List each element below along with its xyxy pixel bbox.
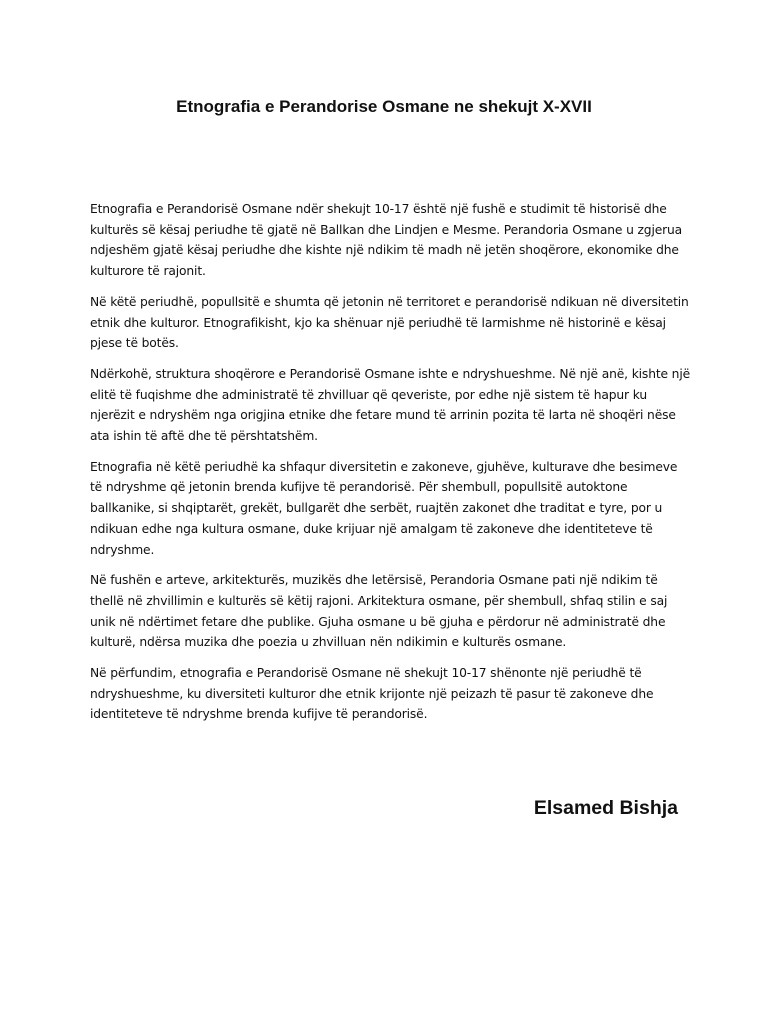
- document-body: [90, 199, 690, 735]
- paragraph-5: Në fushën e arteve, arkitekturës, muzikës dhe letërsisë, Perandoria Osmane pati një ndikim të thellë në zhvillimin e kulturës së këtij rajoni. Arkitektura osmane, për shembull, shfaq stilin e saj unik në ndërtimet fetare dhe publike. Gjuha osmane u bë gjuha e përdorur në administratë dhe kulturë, ndërsa muzika dhe poezia u zhvilluan nën ndikimin e kulturës osmane.: [90, 573, 668, 650]
- document-title: Etnografia e Perandorise Osmane ne shekujt X-XVII: [176, 97, 592, 116]
- paragraph-3: Ndërkohë, struktura shoqërore e Perandorisë Osmane ishte e ndryshueshme. Në një anë, kishte një elitë të fuqishme dhe administratë të zhvilluar që qeveriste, por edhe një sistem të hapur ku njerëzit e ndryshëm nga origjina etnike dhe fetare mund të arrinin pozita të larta në shoqëri nëse ata ishin të aftë dhe të përshtatshëm.: [90, 366, 691, 444]
- paragraph-6: Në përfundim, etnografia e Perandorisë Osmane në shekujt 10-17 shënonte një periudhë të ndryshueshme, ku diversiteti kulturor dhe etnik krijonte një peizazh të pasur të zakoneve dhe identiteteve të ndryshme brenda kufijve të perandorisë.: [90, 666, 654, 722]
- paragraph-4: Etnografia në këtë periudhë ka shfaqur diversitetin e zakoneve, gjuhëve, kulturave dhe besimeve të ndryshme që jetonin brenda kufijve të perandorisë. Për shembull, popullsitë autoktone ballkanike, si shqiptarët, grekët, bullgarët dhe serbët, ruajtën zakonet dhe traditat e tyre, por u ndikuan edhe nga kultura osmane, duke krijuar një amalgam të zakoneve dhe identiteteve të ndryshme.: [90, 459, 678, 557]
- paragraph-1: Etnografia e Perandorisë Osmane ndër shekujt 10-17 është një fushë e studimit të historisë dhe kulturës së kësaj periudhe të gjatë në Ballkan dhe Lindjen e Mesme. Perandoria Osmane u zgjerua ndjeshëm gjatë kësaj periudhe dhe kishte një ndikim të madh në jetën shoqërore, ekonomike dhe kulturore të rajonit.: [90, 202, 683, 279]
- author-signature: Elsamed Bishja: [533, 797, 678, 819]
- paragraph-2: Në këtë periudhë, popullsitë e shumta që jetonin në territoret e perandorisë ndikuan në diversitetin etnik dhe kulturor. Etnografikisht, kjo ka shënuar një periudhë të larmishme në historinë e kësaj pjese të botës.: [90, 294, 689, 351]
